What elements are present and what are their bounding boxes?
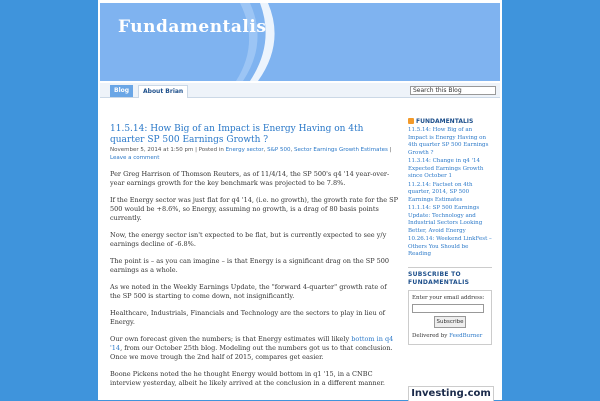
post-date: November 5, 2014 at 1:50 pm | Posted in bbox=[110, 147, 224, 153]
recent-post-link[interactable]: 11.3.14: Change in q4 '14 Expected Earnings Growth since October 1 bbox=[408, 158, 484, 179]
sidebar bbox=[408, 118, 492, 345]
post-paragraph: The point is – as you can imagine – is that Energy is a significant drag on the SP 500 earnings as a whole. bbox=[110, 257, 390, 274]
category-earnings-link[interactable]: Sector Earnings Growth Estimates bbox=[293, 147, 388, 153]
rss-icon[interactable] bbox=[408, 118, 414, 124]
feed-heading[interactable]: FUNDAMENTALIS bbox=[408, 118, 492, 126]
header-swoosh-graphic bbox=[100, 3, 500, 81]
subscribe-button[interactable]: Subscribe bbox=[434, 316, 466, 328]
blog-header bbox=[100, 3, 500, 81]
category-energy-link[interactable]: Energy sector bbox=[225, 147, 264, 153]
blog-post bbox=[110, 124, 398, 388]
tab-blog[interactable]: Blog bbox=[110, 85, 133, 97]
category-sp500-link[interactable]: S&P 500 bbox=[267, 147, 291, 153]
investing-logo-text: Investing.com bbox=[411, 388, 491, 399]
email-label: Enter your email address: bbox=[412, 294, 485, 301]
recent-post-link[interactable]: 11.1.14: SP 500 Earnings Update: Technology and Industrial Sectors Looking Better, Avoid Energy bbox=[408, 205, 483, 234]
subscribe-form bbox=[408, 290, 492, 345]
search-input[interactable]: Search this Blog bbox=[410, 86, 496, 95]
recent-posts-list bbox=[408, 127, 492, 259]
leave-comment-link[interactable]: Leave a comment bbox=[110, 154, 160, 161]
page-container bbox=[98, 0, 502, 400]
recent-post-link[interactable]: 10.26.14: Weekend LinkFest – Others You Should be Reading bbox=[408, 236, 492, 257]
post-paragraph: Our own forecast given the numbers; is that Energy estimates will likely bottom in q4 '14, from our October 25th blog. Modeling out the numbers got us to that conclusion. Once we move trough the 2nd half of 2015, compares get easier. bbox=[110, 335, 394, 361]
subscribe-heading: SUBSCRIBE TO FUNDAMENTALIS bbox=[408, 267, 492, 287]
email-field[interactable] bbox=[412, 304, 484, 313]
recent-post-link[interactable]: 11.5.14: How Big of an Impact is Energy Having on 4th quarter SP 500 Earnings Growth ? bbox=[408, 127, 489, 156]
investing-ad-banner[interactable] bbox=[408, 386, 494, 401]
post-paragraph: Boone Pickens noted the he thought Energy would bottom in q1 '15, in a CNBC interview yesterday, albeit he likely arrived at the conclusion in a different manner. bbox=[110, 370, 385, 387]
post-paragraph: If the Energy sector was just flat for q4 '14, (i.e. no growth), the growth rate for the SP 500 would be +8.6%, so Energy, assuming no growth, is a drag of 80 basis points currently. bbox=[110, 196, 398, 222]
blog-title[interactable]: Fundamentalis bbox=[118, 17, 267, 37]
post-paragraph: As we noted in the Weekly Earnings Update, the "forward 4-quarter" growth rate of the SP 500 is starting to come down, not insignificantly. bbox=[110, 283, 387, 300]
recent-post-link[interactable]: 11.2.14: Factset on 4th quarter, 2014, SP 500 Earnings Estimates bbox=[408, 181, 473, 203]
tab-about-brian[interactable]: About Brian bbox=[138, 85, 188, 98]
post-paragraph: Per Greg Harrison of Thomson Reuters, as of 11/4/14, the SP 500's q4 '14 year-over-year earnings growth for the key benchmark was projected to be 7.8%. bbox=[110, 170, 390, 187]
post-title[interactable]: 11.5.14: How Big of an Impact is Energy Having on 4th quarter SP 500 Earnings Growth ? bbox=[110, 124, 364, 145]
post-meta: November 5, 2014 at 1:50 pm | Posted in Energy sector, S&P 500, Sector Earnings Growth Estimates | Leave a comment bbox=[110, 147, 392, 161]
bottom-q4-link[interactable]: bottom in q4 '14 bbox=[110, 335, 394, 352]
post-paragraph: Healthcare, Industrials, Financials and Technology are the sectors to play in lieu of Energy. bbox=[110, 309, 386, 326]
feedburner-link[interactable]: FeedBurner bbox=[449, 332, 483, 339]
nav-bar bbox=[100, 83, 500, 98]
delivered-by-text: Delivered by FeedBurner bbox=[412, 332, 483, 339]
post-paragraph: Now, the energy sector isn't expected to be flat, but is currently expected to see y/y earnings decline of -6.8%. bbox=[110, 231, 387, 248]
